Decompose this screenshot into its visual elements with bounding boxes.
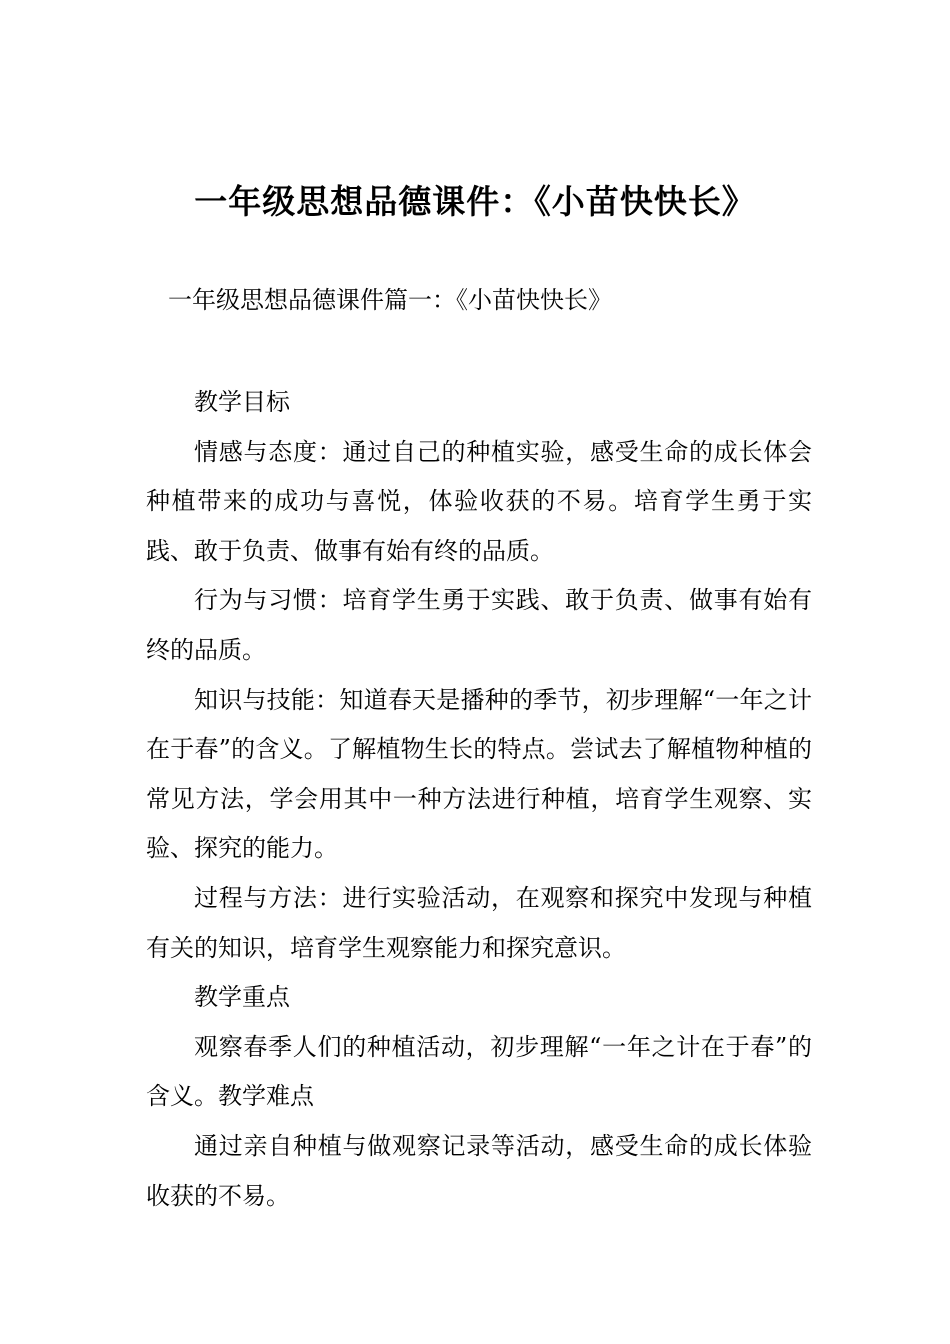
heading-teaching-focus: 教学重点 [194,983,290,1012]
heading-teaching-goals: 教学目标 [194,388,290,416]
paragraph-process-method: 过程与方法：进行实验活动，在观察和探究中发现与种植有关的知识，培育学生观察能力和探究意识。 [146,883,812,962]
document-subtitle: 一年级思想品德课件篇一：《小苗快快长》 [168,286,612,314]
document-body [146,378,812,1221]
paragraph-knowledge-skill: 知识与技能：知道春天是播种的季节，初步理解“一年之计在于春”的含义。了解植物生长的特点。尝试去了解植物种植的常见方法，学会用其中一种方法进行种植，培育学生观察、实验、探究的能力。 [146,685,812,863]
paragraph-behavior-habit: 行为与习惯：培育学生勇于实践、敢于负责、做事有始有终的品质。 [146,586,812,664]
document-title: 一年级思想品德课件：《小苗快快长》 [194,182,756,221]
paragraph-emotion-attitude: 情感与态度：通过自己的种植实验，感受生命的成长体会种植带来的成功与喜悦，体验收获的不易。培育学生勇于实践、敢于负责、做事有始有终的品质。 [146,437,812,565]
paragraph-teaching-difficulty: 通过亲自种植与做观察记录等活动，感受生命的成长体验收获的不易。 [146,1131,812,1210]
paragraph-teaching-focus: 观察春季人们的种植活动，初步理解“一年之计在于春”的含义。教学难点 [146,1032,812,1111]
